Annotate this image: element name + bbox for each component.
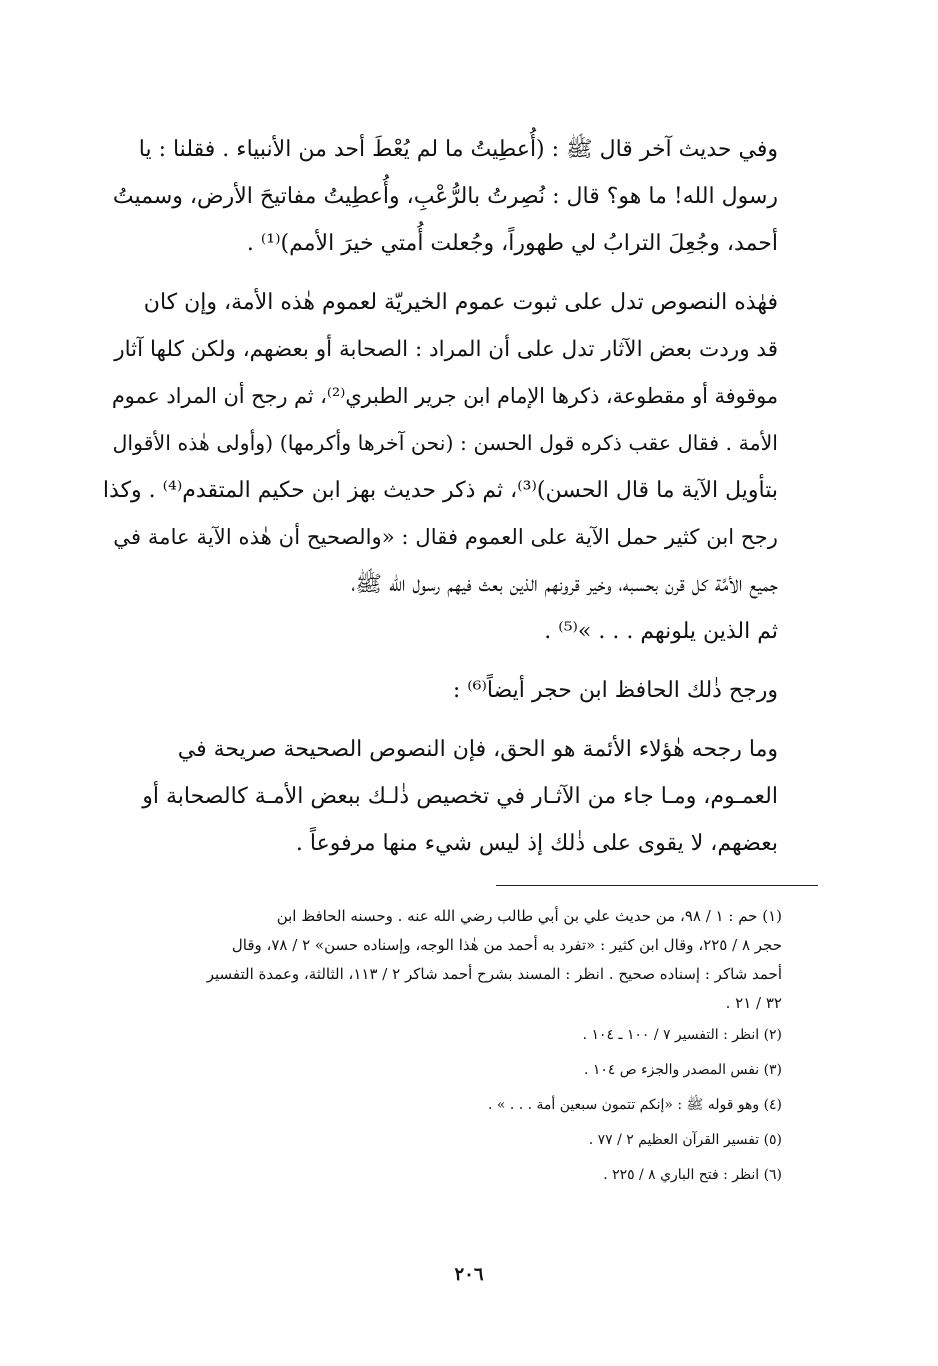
text-line: موقوفة أو مقطوعة، ذكرها الإمام ابن جرير الطبري⁽²⁾، ثم رجح أن المراد عموم: [111, 384, 778, 408]
text-line: وفي حديث آخر قال ﷺ : (أُعطِيتُ ما لم يُعْطَ أحد من الأنبياء . فقلنا : يا: [138, 137, 778, 162]
text-line: ورجح ذٰلك الحافظ ابن حجر أيضاً⁽⁶⁾ :: [452, 678, 778, 703]
text-line: أحمد، وجُعِلَ الترابُ لي طهوراً، وجُعلت أُمتي خيرَ الأمم)⁽¹⁾ .: [246, 231, 778, 256]
text-line: بعضهم، لا يقوى على ذٰلك إذ ليس شيء منها مرفوعاً .: [295, 831, 778, 856]
footnote-6: (٦) انظر : فتح الباري ٨ / ٢٢٥ .: [603, 1167, 782, 1183]
text-line: وما رجحه هٰؤلاء الأئمة هو الحق، فإن النصوص الصحيحة صريحة في: [177, 737, 778, 762]
text-line: رسول الله! ما هو؟ قال : نُصِرتُ بالرُّعْبِ، وأُعطِيتُ مفاتيحَ الأرض، وسميتُ: [112, 184, 778, 209]
paragraph-texts-generality: [100, 279, 818, 655]
paragraph-conclusion: [100, 726, 818, 867]
footnote-1: [100, 902, 818, 1018]
paragraph-hadith: [100, 126, 818, 267]
text-line: جميع الأمَّة كل قرن بحسبه، وخير قرونهم الذين بعث فيهم رسول الله ﷺ،: [351, 572, 778, 597]
footnote-line: ٣٢ / ٢١ .: [725, 994, 782, 1012]
text-line: قد وردت بعض الآثار تدل على أن المراد : الصحابة أو بعضهم، ولكن كلها آثار: [114, 337, 778, 362]
text-line: فهٰذه النصوص تدل على ثبوت عموم الخيريّة لعموم هٰذه الأمة، وإن كان: [143, 290, 778, 315]
text-line: ثم الذين يلونهم . . . »⁽⁵⁾ .: [544, 619, 778, 644]
footnote-separator: [496, 885, 818, 886]
text-line: بتأويل الآية ما قال الحسن)⁽³⁾، ثم ذكر حديث بهز ابن حكيم المتقدم⁽⁴⁾ . وكذا: [102, 478, 778, 503]
text-line: رجح ابن كثير حمل الآية على العموم فقال : «والصحيح أن هٰذه الآية عامة في: [113, 525, 778, 550]
footnote-line: أحمد شاكر : إسناده صحيح . انظر : المسند بشرح أحمد شاكر ٢ / ١١٣، الثالثة، وعمدة التفسير: [206, 965, 782, 983]
footnote-line: (١) حم : ١ / ٩٨، من حديث علي بن أبي طالب رضي الله عنه . وحسنه الحافظ ابن: [276, 907, 782, 925]
paragraph-ibn-hajar: [100, 667, 818, 714]
text-line: الأمة . فقال عقب ذكره قول الحسن : (نحن آخرها وأكرمها) (وأولى هٰذه الأقوال: [112, 431, 778, 455]
footnote-2: (٢) انظر : التفسير ٧ / ١٠٠ ـ ١٠٤ .: [582, 1027, 782, 1043]
footnotes: [100, 902, 818, 1193]
footnote-5: (٥) تفسير القرآن العظيم ٢ / ٧٧ .: [588, 1132, 782, 1148]
text-line: العمـوم، ومـا جاء من الآثـار في تخصيص ذٰلـك ببعض الأمـة كالصحابة أو: [142, 784, 778, 809]
page-body: [100, 126, 818, 1193]
page-number: ٢٠٦: [454, 1264, 484, 1285]
footnote-4: (٤) وهو قوله ﷺ : «إنكم تتمون سبعين أمة . . . » .: [487, 1097, 782, 1113]
footnote-3: (٣) نفس المصدر والجزء ص ١٠٤ .: [583, 1062, 782, 1078]
footnote-line: حجر ٨ / ٢٢٥، وقال ابن كثير : «تفرد به أحمد من هٰذا الوجه، وإسناده حسن» ٢ / ٧٨، وقال: [231, 936, 782, 954]
